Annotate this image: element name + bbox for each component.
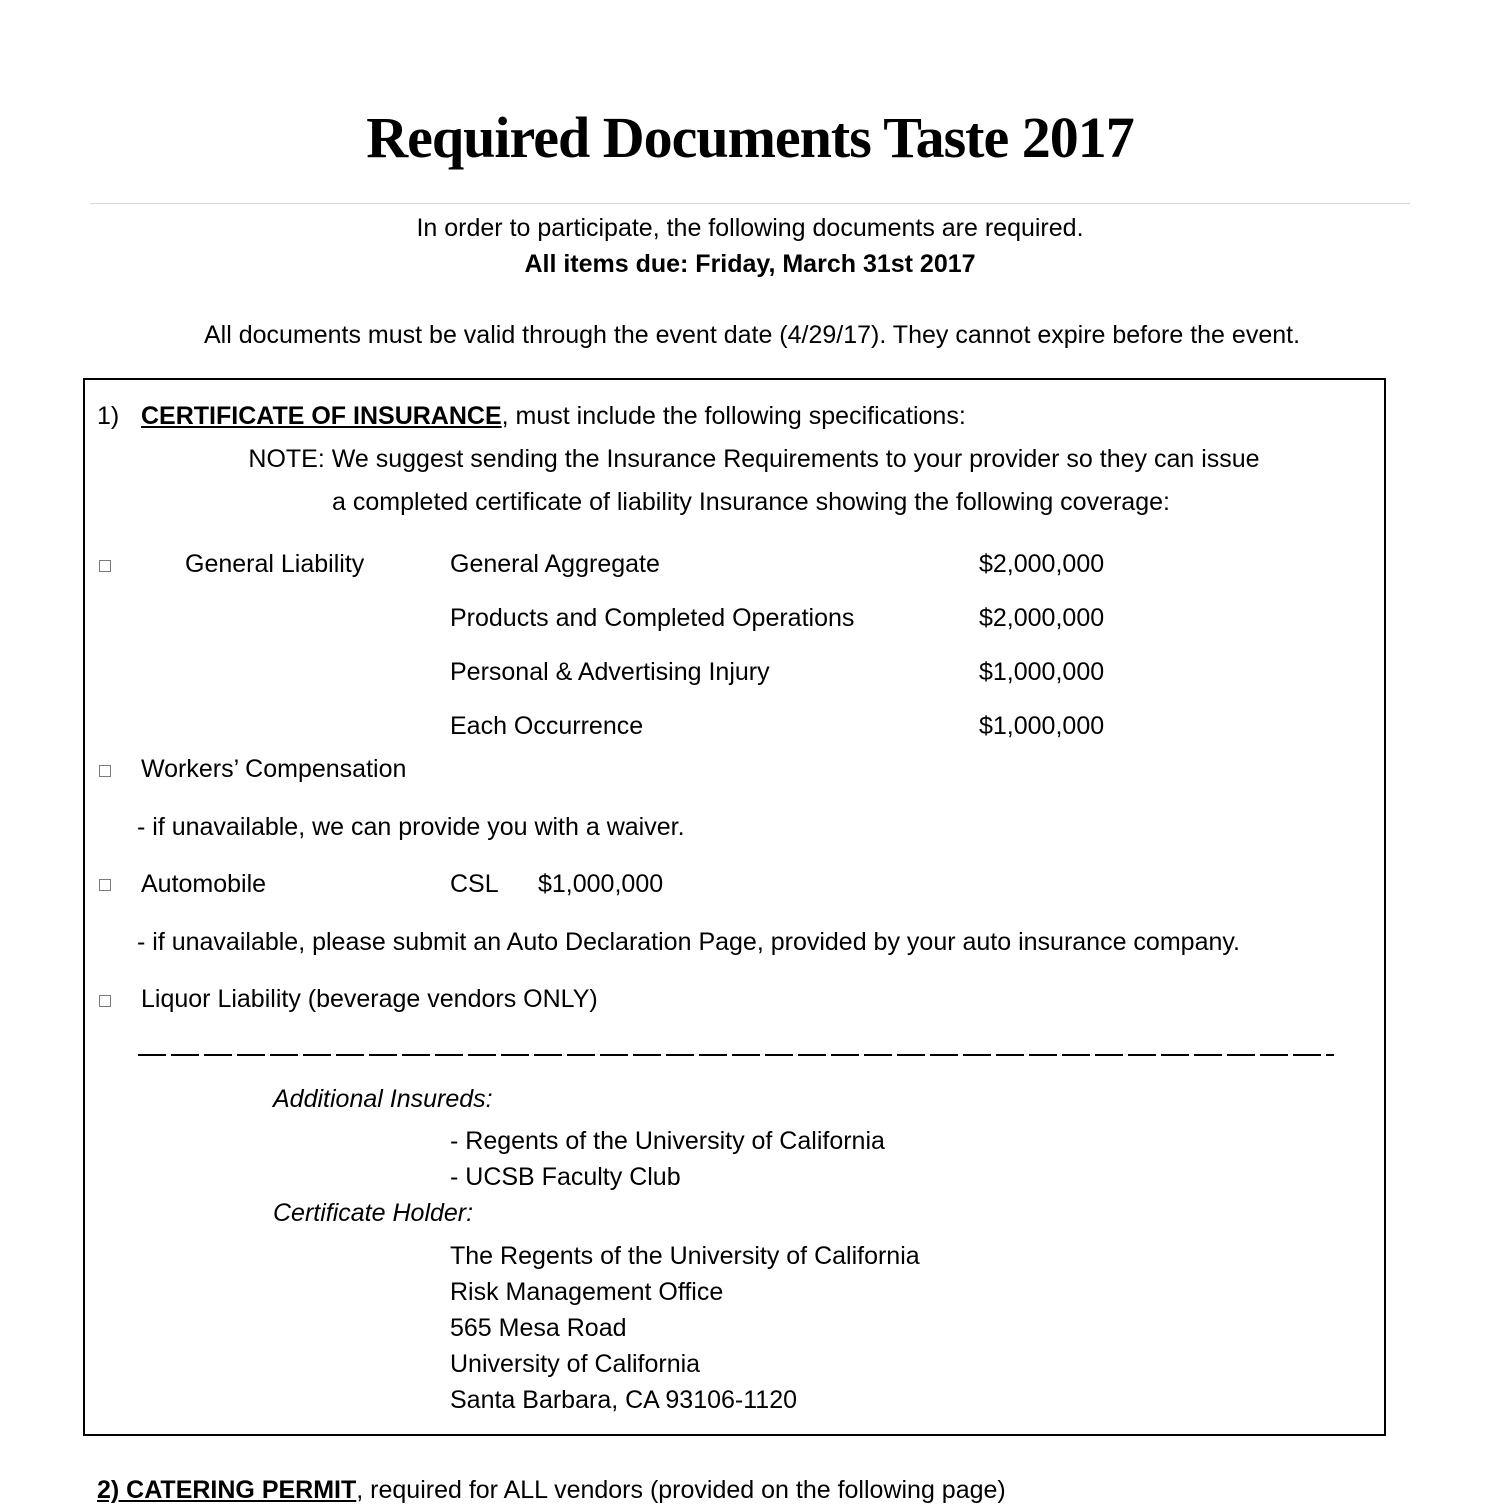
insurance-box xyxy=(83,378,1386,1436)
catering-permit-heading: 2) CATERING PERMIT xyxy=(97,1476,357,1504)
automobile-note: - if unavailable, please submit an Auto Declaration Page, provided by your auto insurance company. xyxy=(137,928,1240,956)
additional-insured-item: - Regents of the University of California xyxy=(450,1127,885,1155)
coverage-item: Products and Completed Operations xyxy=(450,604,855,632)
certificate-holder-label: Certificate Holder: xyxy=(273,1199,474,1227)
note-line-1: NOTE: We suggest sending the Insurance Requirements to your provider so they can issue xyxy=(248,445,1260,473)
due-date: All items due: Friday, March 31st 2017 xyxy=(524,250,976,278)
holder-address-line: The Regents of the University of California xyxy=(450,1242,920,1270)
additional-insured-item: - UCSB Faculty Club xyxy=(450,1163,681,1191)
holder-address-line: Santa Barbara, CA 93106-1120 xyxy=(450,1386,798,1414)
workers-comp-label: Workers’ Compensation xyxy=(141,755,407,783)
liquor-label: Liquor Liability (beverage vendors ONLY) xyxy=(141,985,598,1013)
certificate-of-insurance-heading: CERTIFICATE OF INSURANCE xyxy=(141,402,502,430)
note-line-2: a completed certificate of liability Insurance showing the following coverage: xyxy=(332,488,1170,516)
additional-insureds-label: Additional Insureds: xyxy=(273,1085,493,1113)
csl-label: CSL xyxy=(450,870,499,898)
validity-note: All documents must be valid through the event date (4/29/17). They cannot expire before the event. xyxy=(203,321,1301,349)
separator-line xyxy=(138,1050,1338,1060)
holder-address-line: University of California xyxy=(450,1350,701,1378)
page-title: Required Documents Taste 2017 xyxy=(366,105,1134,170)
section1-heading-suffix: , must include the following specifications: xyxy=(501,402,966,430)
coverage-item: Each Occurrence xyxy=(450,712,644,740)
coverage-amount: $2,000,000 xyxy=(979,604,1105,632)
title-divider xyxy=(90,203,1410,204)
workers-comp-checkbox[interactable] xyxy=(99,765,111,777)
liquor-checkbox[interactable] xyxy=(99,995,111,1007)
automobile-checkbox[interactable] xyxy=(99,879,111,891)
general-liability-label: General Liability xyxy=(185,550,365,578)
workers-comp-note: - if unavailable, we can provide you with a waiver. xyxy=(137,813,685,841)
section2-row xyxy=(97,1476,1006,1505)
coverage-item: General Aggregate xyxy=(450,550,660,578)
section1-heading-row xyxy=(141,400,966,432)
intro-line: In order to participate, the following documents are required. xyxy=(416,214,1084,242)
holder-address-line: Risk Management Office xyxy=(450,1278,724,1306)
csl-amount: $1,000,000 xyxy=(538,870,664,898)
section2-suffix: , required for ALL vendors (provided on the following page) xyxy=(356,1476,1006,1504)
coverage-amount: $1,000,000 xyxy=(979,658,1105,686)
coverage-amount: $1,000,000 xyxy=(979,712,1105,740)
section1-number: 1) xyxy=(97,402,120,430)
automobile-label: Automobile xyxy=(141,870,267,898)
coverage-amount: $2,000,000 xyxy=(979,550,1105,578)
coverage-item: Personal & Advertising Injury xyxy=(450,658,770,686)
holder-address-line: 565 Mesa Road xyxy=(450,1314,627,1342)
general-liability-checkbox[interactable] xyxy=(99,560,111,572)
